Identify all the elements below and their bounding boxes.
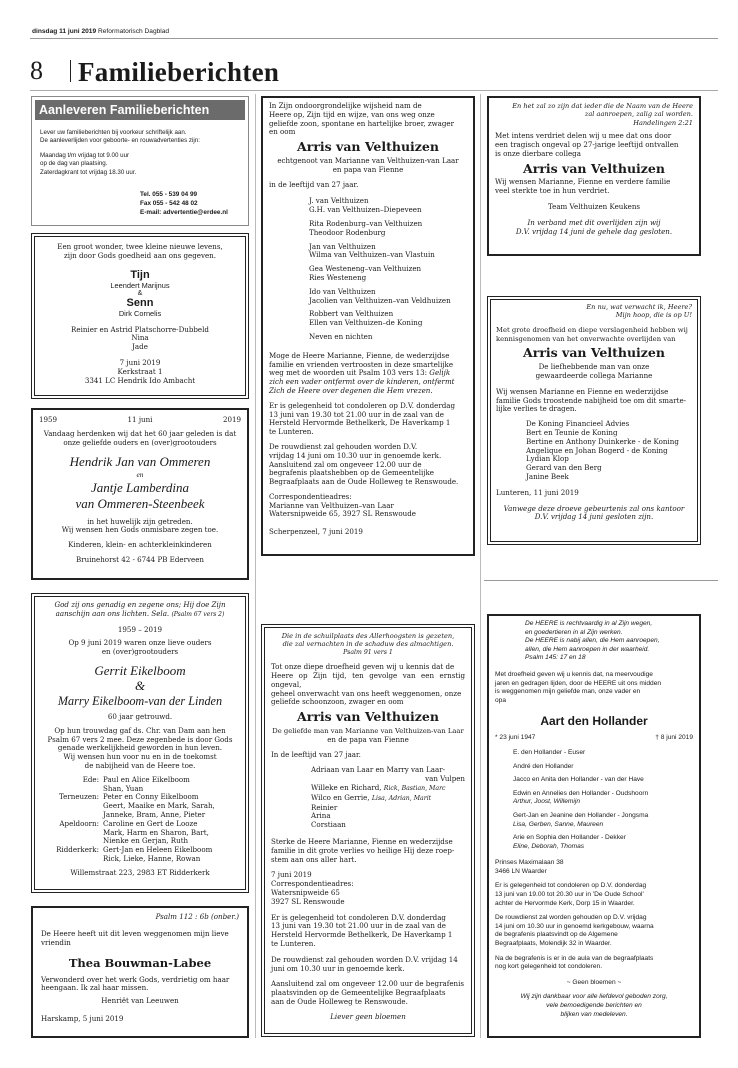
verse-reference: (Psalm 67 vers 2) bbox=[171, 610, 225, 618]
family-member: Arina bbox=[311, 811, 331, 821]
subtitle-line: De liefhebbende man van onze bbox=[538, 362, 650, 372]
bible-verse: die zal vernachten in de schaduw des almachtigen. bbox=[282, 640, 454, 649]
bible-verse: De HEERE is nabij allen, die Hem aanroepen, bbox=[525, 637, 660, 645]
submit-line: De aanleverlijden voor geboorte- en rouwadvertenties zijn: bbox=[40, 137, 200, 145]
obituary-bouwman-labee bbox=[31, 906, 249, 1038]
birth-date: 7 juni 2019 bbox=[119, 357, 161, 367]
text-line: lijke verlies te dragen. bbox=[496, 404, 577, 414]
age-line: In de leeftijd van 27 jaar. bbox=[271, 749, 361, 759]
child-name: Senn bbox=[126, 296, 154, 309]
family-list bbox=[311, 766, 465, 830]
family-member: Gert-Jan en Jeanine den Hollander - Jongsma bbox=[513, 811, 649, 819]
after-burial-paragraph bbox=[495, 955, 693, 972]
child-full-name: Leendert Marijnus bbox=[110, 280, 170, 290]
text-line: Er is gelegenheid tot condoleren op D.V. donderdag bbox=[269, 400, 456, 410]
family-member: Ries Westeneng bbox=[309, 272, 367, 282]
place-date: Harskamp, 5 juni 2019 bbox=[41, 1013, 124, 1023]
text-line: De rouwdienst zal gehouden worden D.V. vrijdag 14 bbox=[271, 954, 458, 964]
text-line: familie in dit grote verlies vo heilige Hij deze roep- bbox=[271, 845, 455, 855]
bible-verse: aanschijn aan ons lichten. Sela. bbox=[55, 608, 170, 618]
conjunction: en bbox=[136, 469, 144, 479]
family-member: Gea Westeneng–van Velthuizen bbox=[309, 264, 422, 274]
grandchildren: Lisa, Gerben, Sanne, Maureen bbox=[513, 820, 604, 828]
verse-reference: Psalm 145: 17 en 18 bbox=[525, 654, 586, 662]
text-line: Watersnipweide 65, 3927 SL Renswoude bbox=[269, 509, 416, 519]
text-line: te Lunteren. bbox=[269, 427, 314, 437]
intro-line: geliefde zoon, spontane en hartelijke broer, zwager bbox=[269, 118, 455, 128]
text-line: Correspondentieadres: bbox=[271, 879, 354, 889]
text-line: Er is gelegenheid tot condoleren op D.V. donderdag bbox=[495, 882, 647, 890]
family-place: Ridderkerk: bbox=[56, 845, 99, 855]
correspondence-paragraph bbox=[269, 493, 467, 519]
text-line: juni om 10.30 uur in genoemde kerk. bbox=[271, 963, 405, 973]
thanks-line: vele bemoedigende berichten en bbox=[546, 1002, 642, 1009]
closing-note: In verband met dit overlijden zijn wij bbox=[527, 217, 661, 227]
subtitle-line: gewaardeerde collega Marianne bbox=[535, 371, 653, 380]
anniversary-eikelboom bbox=[31, 593, 249, 893]
family-member: Jacco en Anita den Hollander - van der Have bbox=[513, 776, 644, 784]
family-row bbox=[39, 776, 245, 794]
deceased-name: Thea Bouwman-Labee bbox=[68, 955, 212, 970]
family-member: van Vulpen bbox=[425, 774, 465, 784]
burial-paragraph bbox=[271, 980, 465, 1006]
family-member: Gert-Jan en Heleen Eikelboom bbox=[103, 845, 213, 855]
text-line: Wij wensen Marianne, Fienne en verdere familie bbox=[495, 177, 671, 187]
funeral-paragraph bbox=[269, 443, 467, 487]
header-separator bbox=[70, 60, 71, 82]
family-member: Robbert van Velthuizen bbox=[309, 309, 394, 319]
birth-street: Kerkstraat 1 bbox=[117, 366, 163, 376]
text-line: aan de Oude Holleweg te Renswoude. bbox=[271, 996, 408, 1006]
anniversary-intro: Op 9 juni 2019 waren onze lieve ouders bbox=[68, 638, 212, 648]
bible-verse: God zij ons genadig en zegene ons; Hij doe Zijn bbox=[54, 600, 226, 609]
deceased-name: Arris van Velthuizen bbox=[523, 345, 665, 361]
obituary-arris-colleagues bbox=[487, 96, 701, 256]
address-block bbox=[495, 859, 693, 876]
email-address[interactable]: E-mail: advertentie@erdee.nl bbox=[140, 208, 228, 216]
subtitle-line: echtgenoot van Marianne van Velthuizen-van Laar bbox=[277, 155, 459, 165]
year-end: 2019 bbox=[222, 415, 241, 424]
grandchildren: Lisa, Adrian, Marit bbox=[371, 794, 432, 802]
life-dates bbox=[495, 734, 693, 743]
fax-number: Fax 055 - 542 48 02 bbox=[140, 199, 198, 207]
submit-contact bbox=[140, 191, 228, 217]
birth-inner bbox=[34, 236, 246, 396]
family-member: Willeke en Richard, bbox=[311, 782, 382, 792]
closing-note: D.V. vrijdag 14 juni de gehele dag gesloten. bbox=[515, 226, 673, 236]
text-line: stem aan ons aller hart. bbox=[271, 854, 357, 864]
family-member: Reinier bbox=[311, 802, 338, 812]
text-line: Begraafplaats, Molendijk 32 in Waarder. bbox=[495, 940, 612, 948]
arris4-body bbox=[496, 303, 692, 522]
family-member: Edwin en Annelies den Hollander - Oudshoorn bbox=[513, 789, 649, 797]
family-member: Arie en Sophia den Hollander - Dekker bbox=[513, 834, 626, 842]
birth-intro: zijn door Gods goedheid aan ons gegeven. bbox=[63, 250, 217, 260]
text-line: familie en vrienden vertroosten in deze smartelijke bbox=[269, 359, 454, 369]
intro-line: een tragisch ongeval op 27-jarige leeftijd ontvallen bbox=[495, 140, 679, 150]
family-member: Neven en nichten bbox=[309, 331, 373, 341]
closing-note: D.V. vrijdag 14 juni gesloten zijn. bbox=[534, 512, 654, 522]
text-line: Aansluitend zal om ongeveer 12.00 uur de begrafenis bbox=[271, 979, 464, 989]
aart-body bbox=[495, 620, 693, 1019]
family-member: Rita Rodenburg–van Velthuizen bbox=[309, 218, 423, 228]
text-line: 13 juni van 19.30 tot 21.00 uur in de zaal van de bbox=[269, 409, 444, 419]
paragraph-line: Psalm 67 vers 2 mee. Deze zegenbede is door Gods bbox=[47, 734, 233, 744]
intro-line: vriendin bbox=[41, 937, 71, 947]
family-member: Theodoor Rodenburg bbox=[309, 227, 386, 237]
spouse-name: Marry Eikelboom-van der Linden bbox=[57, 693, 223, 708]
thanks-block bbox=[495, 993, 693, 1019]
text-line: Moge de Heere Marianne, Fienne, de wederzijdse bbox=[269, 350, 450, 360]
text-line: Hersteld Hervormde Bethelkerk, De Haverkamp 1 bbox=[271, 930, 453, 940]
family-member: Caroline en Gert de Looze bbox=[103, 818, 198, 828]
submit-line: op de dag van plaatsing. bbox=[40, 160, 108, 168]
intro-line: kennisgenomen van het onverwachte overlijden van bbox=[496, 334, 676, 343]
family-member: G.H. van Velthuizen–Diepeveen bbox=[309, 205, 422, 215]
anniversary-van-ommeren bbox=[31, 408, 249, 580]
family-member: Adriaan van Laar en Marry van Laar- bbox=[311, 765, 446, 775]
text-line: Aansluitend zal om ongeveer 12.00 uur de bbox=[269, 459, 422, 469]
ampersand: & bbox=[134, 677, 146, 693]
grandchildren: Eline, Deborah, Thomas bbox=[513, 842, 585, 850]
intro-line: Met intens verdriet delen wij u mee dat ons door bbox=[495, 131, 672, 141]
text-line: Hersteld Hervormde Bethelkerk, De Haverkamp 1 bbox=[269, 418, 451, 428]
married-years: 60 jaar getrouwd. bbox=[107, 711, 173, 721]
subtitle-line: en de papa van Fienne bbox=[327, 734, 409, 744]
thanks-line: Wij zijn dankbaar voor alle liefdevol geboden zorg, bbox=[520, 993, 668, 1001]
family-member: Janneke, Bram, Anne, Pieter bbox=[103, 809, 206, 819]
anniversary-text: in het huwelijk zijn getreden. bbox=[87, 516, 193, 526]
text-line: weg met de woorden uit Psalm 103 vers 13: bbox=[269, 368, 428, 378]
signature: Team Velthuizen Keukens bbox=[547, 202, 641, 211]
obituary-arris-in-laws bbox=[261, 624, 475, 1037]
arris4-inner bbox=[490, 299, 698, 542]
intro-line: geliefde schoonzoon, zwager en oom bbox=[271, 697, 404, 707]
deceased-name: Arris van Velthuizen bbox=[297, 139, 439, 155]
family-list bbox=[39, 776, 245, 864]
family-row bbox=[39, 820, 245, 846]
family-member: Jan van Velthuizen bbox=[309, 241, 376, 251]
intro-line: geheel onverwacht van ons heeft weggenomen, onze bbox=[271, 688, 462, 698]
text-line: De rouwdienst zal worden gehouden op D.V. vrijdag bbox=[495, 914, 647, 922]
anniversary-intro: Vandaag herdenken wij dat het 60 jaar geleden is dat bbox=[43, 429, 237, 438]
family-member: Ellen van Velthuizen–de Koning bbox=[309, 318, 423, 328]
family-row bbox=[39, 793, 245, 819]
anniversary-intro: en (over)grootouders bbox=[101, 647, 179, 657]
text-line: Watersnipweide 65 bbox=[271, 887, 340, 897]
family-list bbox=[309, 197, 467, 341]
column-rule-2 bbox=[480, 94, 481, 1038]
text-line: plaatsvinden op de Gemeentelijke Begraafplaats bbox=[271, 988, 446, 998]
comfort-paragraph bbox=[271, 838, 465, 864]
text-line: 14 juni om 10.30 uur in genoemd kerkgebouw, waarna bbox=[495, 922, 654, 930]
bible-verse: De HEERE is rechtvaardig in al Zijn wegen, bbox=[525, 620, 653, 627]
quote-text: Gelijk bbox=[429, 368, 451, 378]
intro-line: jaren en gedragen lijden, door de HEERE uit ons midden bbox=[495, 679, 662, 687]
submit-line: Maandag t/m vrijdag tot 9.00 uur bbox=[40, 151, 130, 159]
arris1-body bbox=[269, 102, 467, 537]
text-line: Correspondentieadres: bbox=[269, 491, 352, 501]
family-list bbox=[513, 749, 693, 851]
paragraph-line: Op hun trouwdag gaf ds. Chr. van Dam aan hen bbox=[54, 725, 226, 735]
signature: Henriët van Leeuwen bbox=[101, 996, 179, 1006]
intro-block bbox=[495, 671, 693, 705]
anniversary-body bbox=[33, 430, 247, 565]
family-member: Rick, Lieke, Hanne, Rowan bbox=[103, 853, 201, 863]
obituary-aart-den-hollander bbox=[487, 614, 701, 1038]
grandchildren: Arthur, Joost, Willemijn bbox=[513, 798, 580, 806]
spouse-name: Jantje Lamberdina bbox=[90, 479, 190, 495]
bible-verse: En nu, wat verwacht ik, Heere? bbox=[586, 303, 692, 311]
colleague-name: De Koning Financieel Advies bbox=[526, 419, 630, 429]
anniversary-intro: onze geliefde ouders en (over)grootouders bbox=[63, 437, 217, 447]
family-member: Ido van Velthuizen bbox=[309, 286, 376, 296]
colleague-name: Bertine en Anthony Duinkerke - de Koning bbox=[526, 436, 679, 446]
text-line: te Lunteren. bbox=[271, 938, 316, 948]
place-date: Lunteren, 11 juni 2019 bbox=[496, 487, 579, 497]
bible-verse: zal aanroepen, zalig zal worden. bbox=[584, 110, 693, 119]
submit-line: Zaterdagkrant tot vrijdag 18.30 uur. bbox=[40, 168, 137, 176]
family-member: J. van Velthuizen bbox=[309, 196, 369, 206]
text-line: nog kort gelegenheid tot condoleren. bbox=[495, 963, 603, 971]
obituary-arris-office bbox=[487, 296, 701, 545]
address-line: Prinses Maximalaan 38 bbox=[495, 859, 564, 867]
submit-text bbox=[40, 129, 200, 177]
parents: Reinier en Astrid Platschorre-Dubbeld bbox=[71, 324, 209, 334]
text-line: De rouwdienst zal gehouden worden D.V. bbox=[269, 441, 418, 451]
colleague-name: Gerard van den Berg bbox=[526, 463, 602, 473]
intro-line: Tot onze diepe droefheid geven wij u kennis dat de bbox=[271, 662, 455, 672]
spouse-name: Hendrik Jan van Ommeren bbox=[69, 453, 211, 469]
anniversary-eikelboom-inner bbox=[34, 596, 246, 890]
spouse-name: van Ommeren-Steenbeek bbox=[75, 495, 205, 511]
year-start: 1959 bbox=[39, 415, 58, 424]
family-member: Mark, Harm en Sharon, Bart, bbox=[103, 827, 209, 837]
labee-body bbox=[41, 930, 239, 1024]
text-line: Begraafplaats aan de Oude Holleweg te Renswoude. bbox=[269, 477, 459, 487]
text-line: Er is gelegenheid tot condoleren D.V. donderdag bbox=[271, 912, 446, 922]
intro-line: Heere op, Zijn tijd en wijze, van ons weg onze bbox=[269, 109, 435, 119]
anniversary-address: Bruinehorst 42 - 6744 PB Ederveen bbox=[76, 554, 204, 564]
submit-title: Aanleveren Familieberichten bbox=[35, 100, 245, 120]
family-member: Geert, Maaike en Mark, Sarah, bbox=[103, 801, 215, 811]
submit-info-box bbox=[31, 96, 249, 226]
text-line: heengaan. Ik zal haar missen. bbox=[41, 983, 149, 993]
intro-line: Met droefheid geven wij u kennis dat, na meervoudige bbox=[495, 670, 653, 678]
intro-line: De Heere heeft uit dit leven weggenomen mijn lieve bbox=[41, 929, 229, 938]
deceased-name: Arris van Velthuizen bbox=[297, 709, 439, 725]
text-line: 3927 SL Renswoude bbox=[271, 896, 345, 906]
text-line: 13 juni van 19.30 tot 21.00 uur in de zaal van de bbox=[271, 921, 446, 931]
bible-verse-block bbox=[525, 620, 693, 663]
text-line: de begrafenis plaatsvindt op de Algemene bbox=[495, 931, 618, 939]
family-member: Shan, Yuan bbox=[103, 783, 144, 793]
subtitle-line: en papa van Fienne bbox=[332, 164, 404, 174]
section-title: Familieberichten bbox=[78, 57, 280, 87]
quote-text: zich een vader ontfermt over de kinderen, ontfermt bbox=[269, 377, 455, 387]
age-line: in de leeftijd van 27 jaar. bbox=[269, 179, 359, 189]
comfort-paragraph bbox=[269, 352, 467, 396]
sibling: Jade bbox=[132, 342, 148, 352]
birth-intro: Een groot wonder, twee kleine nieuwe levens, bbox=[57, 242, 223, 251]
family-member: Paul en Alice Eikelboom bbox=[103, 774, 190, 784]
no-flowers-note: ~ Geen bloemen ~ bbox=[566, 978, 622, 986]
intro-line: opa bbox=[495, 696, 507, 704]
intro-line: Heere op Zijn tijd, ten gevolge van een ernstig ongeval, bbox=[271, 671, 465, 689]
text-line: Wij wensen Marianne en Fienne en wederzijdse bbox=[496, 386, 669, 396]
child-name: Tijn bbox=[130, 268, 150, 281]
text-line: Sterke de Heere Marianne, Fienne en wederzijdse bbox=[271, 836, 453, 846]
correspondence-paragraph bbox=[271, 871, 465, 906]
family-place: Apeldoorn: bbox=[59, 818, 99, 828]
no-flowers-note: Liever geen bloemen bbox=[330, 1011, 406, 1021]
ampersand: & bbox=[137, 289, 143, 297]
colleague-name: Angelique en Johan Bogerd - de Koning bbox=[526, 445, 668, 455]
colleague-list bbox=[526, 420, 692, 482]
paper-name: Reformatorisch Dagblad bbox=[97, 28, 170, 35]
intro-line: en oom bbox=[269, 127, 296, 137]
anniversary-day: 11 juni bbox=[127, 415, 153, 424]
text-line: vrijdag 14 juni om 10.30 uur in genoemde kerk. bbox=[269, 450, 442, 460]
column-divider bbox=[484, 580, 718, 581]
bible-verse: Psalm 112 : 6b (onber.) bbox=[155, 912, 239, 921]
colleague-name: Bert en Teunie de Koning bbox=[526, 427, 618, 437]
bible-verse: En het zal zo zijn dat ieder die de Naam van de Heere bbox=[512, 102, 693, 110]
intro-line: is onze dierbare collega bbox=[495, 148, 581, 158]
family-member: Wilma van Velthuizen–van Vlastuin bbox=[309, 250, 435, 260]
child-full-name: Dirk Cornelis bbox=[118, 308, 162, 318]
family-place: Ede: bbox=[82, 774, 99, 784]
death-date: † 8 juni 2019 bbox=[655, 734, 693, 742]
spouse-name: Gerrit Eikelboom bbox=[94, 662, 186, 678]
text-line: Na de begrafenis is er in de aula van de begraafplaats bbox=[495, 954, 654, 962]
anniversary-paragraph bbox=[35, 727, 245, 771]
family-member: E. den Hollander - Euser bbox=[513, 748, 586, 756]
paragraph-line: de nabijheid van de Heere toe. bbox=[84, 760, 196, 770]
text-line: achter de Hervormde Kerk, Dorp 15 in Waarder. bbox=[495, 899, 635, 907]
sibling: Nina bbox=[131, 333, 149, 343]
deceased-name: Arris van Velthuizen bbox=[523, 160, 665, 176]
deceased-name: Aart den Hollander bbox=[540, 714, 648, 729]
family-member: André den Hollander bbox=[513, 762, 574, 770]
anniversary-address: Willemstraat 223, 2983 ET Ridderkerk bbox=[70, 867, 210, 877]
text-line: familie Gods troostende nabijheid toe om dit smarte- bbox=[496, 395, 687, 405]
column-rule-1 bbox=[255, 94, 256, 1038]
birth-city: 3341 LC Hendrik Ido Ambacht bbox=[84, 375, 196, 385]
bible-verse: Die in de schuilplaats des Allerhoogsten is gezeten, bbox=[281, 632, 455, 640]
family-member: Corstiaan bbox=[311, 820, 346, 830]
date-text: dinsdag 11 juni 2019 bbox=[32, 28, 97, 35]
arris2-inner bbox=[264, 627, 472, 1034]
funeral-paragraph bbox=[271, 956, 465, 974]
text-line: 13 juni van 19.00 tot 20.30 uur in 'De Oude School' bbox=[495, 891, 644, 899]
phone-number: Tel. 055 - 539 04 99 bbox=[140, 191, 198, 198]
date-line bbox=[32, 28, 169, 35]
family-member: Jacolien van Velthuizen–van Veldhuizen bbox=[309, 295, 451, 305]
text-line: veel sterkte toe in hun verdriet. bbox=[495, 186, 610, 196]
text-line: Marianne van Velthuizen–van Laar bbox=[269, 500, 394, 510]
bible-verse: en goedertieren in al Zijn werken. bbox=[525, 628, 623, 636]
address-line: 3466 LN Waarder bbox=[495, 867, 547, 875]
arris2-body bbox=[271, 632, 465, 1022]
obituary-arris-family bbox=[261, 96, 475, 556]
arris3-body bbox=[495, 102, 693, 236]
funeral-paragraph bbox=[495, 914, 693, 948]
family-member: Nienke en Gerjan, Ruth bbox=[103, 836, 189, 846]
place-date: Scherpenzeel, 7 juni 2019 bbox=[269, 527, 363, 537]
family-member: Wilco en Gerrie, bbox=[311, 792, 370, 802]
anniversary-years: 1959 – 2019 bbox=[117, 624, 163, 634]
colleague-name: Janine Beek bbox=[526, 471, 569, 481]
paragraph-line: genade werkelijkheid geworden in hun leven. bbox=[57, 743, 223, 753]
intro-line: is weggenomen mijn geliefde man, onze vader en bbox=[495, 688, 641, 696]
text-line: begrafenis plaatshebben op de Gemeentelijke bbox=[269, 468, 434, 478]
closing-note: Vanwege deze droeve gebeurtenis zal ons kantoor bbox=[503, 503, 685, 513]
subtitle-line: De geliefde man van Marianne van Velthuizen-van Laar bbox=[272, 727, 464, 735]
quote-text: Zich de Heere over degenen die Hem vrezen. bbox=[269, 385, 433, 395]
family-row bbox=[39, 846, 245, 864]
grandchildren: Rick, Bastian, Marc bbox=[383, 784, 446, 792]
submit-line: Lever uw familieberichten bij voorkeur schriftelijk aan. bbox=[40, 129, 187, 136]
condolence-paragraph bbox=[271, 914, 465, 949]
condolence-paragraph bbox=[495, 882, 693, 908]
condolence-paragraph bbox=[269, 402, 467, 437]
verse-reference: Psalm 91 vers 1 bbox=[343, 648, 393, 656]
paragraph-line: Wij wensen hun voor nu en in de toekomst bbox=[63, 752, 217, 762]
family-member: Peter en Conny Eikelboom bbox=[103, 792, 199, 802]
bible-verse: allen, die Hem aanroepen in der waarheid. bbox=[525, 645, 650, 653]
intro-line: Met grote droefheid en diepe verslagenheid hebben wij bbox=[496, 325, 688, 334]
header-rule bbox=[30, 38, 718, 39]
text-line: 7 juni 2019 bbox=[271, 870, 312, 880]
verse-reference: Handelingen 2:21 bbox=[633, 118, 693, 127]
page-number: 8 bbox=[30, 56, 43, 85]
family-place: Terneuzen: bbox=[59, 792, 99, 802]
anniversary-text: Wij wensen hen Gods onmisbare zegen toe. bbox=[61, 525, 219, 535]
anniversary-family: Kinderen, klein- en achterkleinkinderen bbox=[68, 540, 212, 550]
title-rule bbox=[30, 90, 718, 91]
colleague-name: Lydian Klop bbox=[526, 454, 569, 464]
bible-verse: Mijn hoop, die is op U! bbox=[615, 311, 692, 320]
intro-line: In Zijn ondoorgrondelijke wijsheid nam de bbox=[269, 101, 422, 110]
birth-date: * 23 juni 1947 bbox=[495, 734, 536, 742]
birth-announcement bbox=[31, 233, 249, 399]
thanks-line: blijken van medeleven. bbox=[560, 1010, 628, 1018]
text-line: Verwonderd over het werk Gods, verdrietig om haar bbox=[41, 974, 230, 984]
